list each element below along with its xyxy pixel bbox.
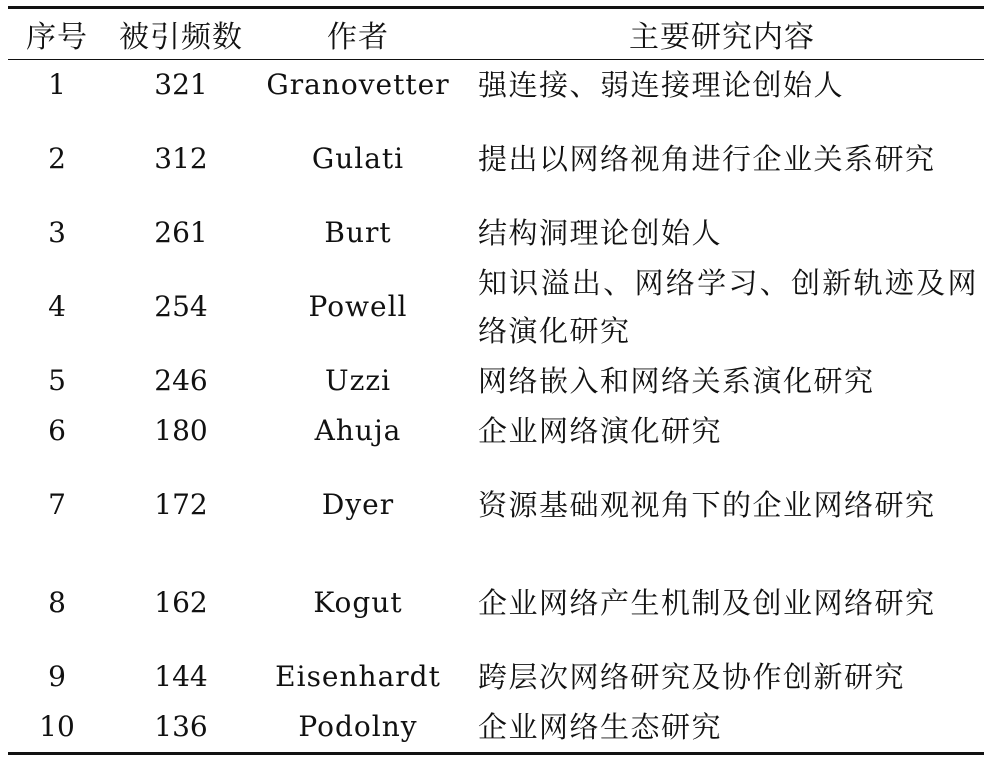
row-content: 资源基础观视角下的企业网络研究 (478, 488, 936, 522)
table-header (8, 8, 984, 60)
row-author: Burt (324, 216, 392, 249)
row-citations: 246 (154, 364, 208, 397)
row-no: 8 (48, 586, 66, 619)
row-no: 9 (48, 660, 66, 693)
table-row (8, 652, 984, 702)
row-author: Uzzi (324, 364, 392, 397)
row-content: 跨层次网络研究及协作创新研究 (478, 660, 906, 694)
row-author: Ahuja (314, 414, 402, 447)
row-no: 7 (48, 488, 66, 521)
table-row (8, 554, 984, 652)
row-content: 提出以网络视角进行企业关系研究 (478, 142, 936, 176)
header-citations: 被引频数 (119, 20, 243, 55)
header-content: 主要研究内容 (629, 20, 815, 55)
row-citations: 172 (154, 488, 208, 521)
row-content: 网络嵌入和网络关系演化研究 (478, 364, 875, 398)
table-row (8, 356, 984, 406)
row-content: 结构洞理论创始人 (478, 216, 723, 250)
row-author: Granovetter (266, 68, 450, 101)
row-no: 1 (48, 68, 66, 101)
row-citations: 180 (154, 414, 208, 447)
row-no: 4 (48, 290, 66, 323)
row-content: 企业网络演化研究 (478, 414, 723, 448)
row-content: 企业网络产生机制及创业网络研究 (478, 586, 936, 620)
table-row (8, 702, 984, 754)
table-row (8, 406, 984, 456)
row-author: Podolny (298, 710, 418, 743)
row-author: Powell (308, 290, 408, 323)
row-content: 企业网络生态研究 (478, 710, 723, 744)
row-citations: 136 (154, 710, 208, 743)
row-citations: 254 (154, 290, 208, 323)
header-no: 序号 (26, 20, 88, 55)
row-author: Eisenhardt (275, 660, 441, 693)
row-citations: 144 (154, 660, 208, 693)
row-author: Kogut (313, 586, 403, 619)
row-citations: 312 (154, 142, 208, 175)
header-author: 作者 (327, 20, 389, 55)
table-row (8, 258, 984, 356)
citation-table-container (8, 6, 984, 755)
row-no: 5 (48, 364, 66, 397)
citation-table (8, 6, 984, 755)
table-row (8, 456, 984, 554)
table-row (8, 60, 984, 111)
row-content: 强连接、弱连接理论创始人 (478, 68, 845, 102)
row-no: 3 (48, 216, 66, 249)
row-no: 2 (48, 142, 66, 175)
header-row (8, 8, 984, 60)
row-no: 6 (48, 414, 66, 447)
row-content: 知识溢出、网络学习、创新轨迹及网络演化研究 (478, 266, 978, 348)
row-author: Gulati (311, 142, 405, 175)
table-body (8, 60, 984, 754)
row-citations: 162 (154, 586, 208, 619)
table-row (8, 208, 984, 258)
row-no: 10 (39, 710, 75, 743)
row-citations: 321 (154, 68, 208, 101)
row-author: Dyer (321, 488, 395, 521)
row-citations: 261 (154, 216, 208, 249)
table-row (8, 110, 984, 208)
